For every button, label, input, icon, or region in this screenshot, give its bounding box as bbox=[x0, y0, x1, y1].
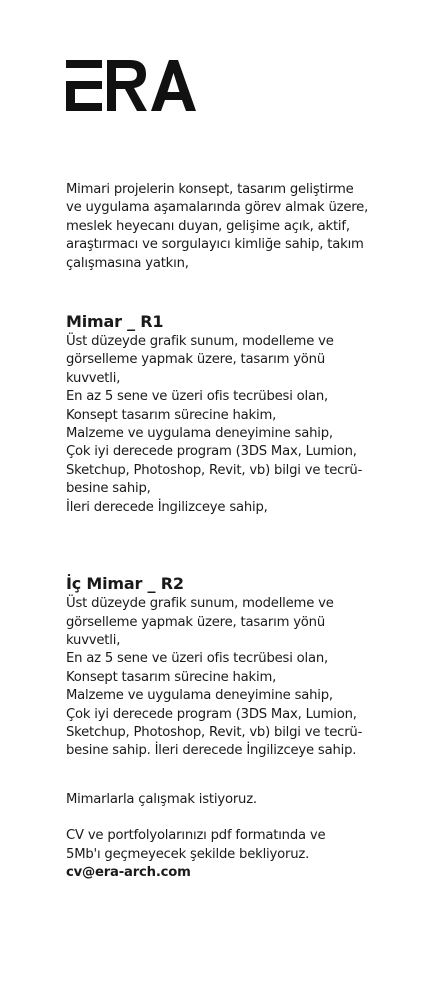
closing-line: Mimarlarla çalışmak istiyoruz. bbox=[66, 791, 257, 807]
requirement-line: besine sahip, bbox=[66, 481, 151, 497]
requirement-line: En az 5 sene ve üzeri ofis tecrübesi olan, bbox=[66, 651, 329, 667]
position-title: İç Mimar _ R2 bbox=[66, 574, 184, 594]
intro-line: meslek heyecanı duyan, gelişime açık, aktif, bbox=[66, 218, 350, 234]
era-logo-graphic bbox=[66, 60, 196, 111]
era-logo bbox=[66, 60, 196, 111]
intro-line: araştırmacı ve sorgulayıcı kimliğe sahip, takım bbox=[66, 237, 364, 253]
cv-instructions bbox=[66, 827, 406, 882]
requirement-line: Malzeme ve uygulama deneyimine sahip, bbox=[66, 688, 333, 704]
requirement-line: görselleme yapmak üzere, tasarım yönü bbox=[66, 352, 325, 368]
requirement-line: Konsept tasarım sürecine hakim, bbox=[66, 669, 277, 685]
cv-line: 5Mb'ı geçmeyecek şekilde bekliyoruz. bbox=[66, 846, 310, 862]
cv-line: CV ve portfolyolarınızı pdf formatında ve bbox=[66, 828, 326, 844]
requirement-line: İleri derecede İngilizceye sahip, bbox=[66, 499, 268, 515]
requirement-line: Malzeme ve uygulama deneyimine sahip, bbox=[66, 426, 333, 442]
requirement-line: kuvvetli, bbox=[66, 632, 121, 648]
position-requirements bbox=[66, 333, 406, 517]
requirement-line: Üst düzeyde grafik sunum, modelleme ve bbox=[66, 334, 334, 350]
intro-line: Mimari projelerin konsept, tasarım geliştirme bbox=[66, 182, 354, 197]
requirement-line: Çok iyi derecede program (3DS Max, Lumion, bbox=[66, 706, 357, 722]
requirement-line: Sketchup, Photoshop, Revit, vb) bilgi ve tecrü- bbox=[66, 724, 363, 740]
intro-line: çalışmasına yatkın, bbox=[66, 255, 189, 271]
requirement-line: kuvvetli, bbox=[66, 370, 121, 386]
requirement-line: Üst düzeyde grafik sunum, modelleme ve bbox=[66, 596, 334, 612]
requirement-line: Çok iyi derecede program (3DS Max, Lumion, bbox=[66, 444, 357, 460]
requirement-line: Konsept tasarım sürecine hakim, bbox=[66, 407, 277, 423]
closing-statement bbox=[66, 791, 406, 809]
requirement-line: Sketchup, Photoshop, Revit, vb) bilgi ve tecrü- bbox=[66, 462, 363, 478]
job-posting-content bbox=[66, 181, 406, 882]
requirement-line: besine sahip. İleri derecede İngilizceye sahip. bbox=[66, 743, 357, 759]
position-ic-mimar-r2 bbox=[66, 573, 406, 761]
intro-paragraph bbox=[66, 181, 406, 273]
intro-line: ve uygulama aşamalarında görev almak üzere, bbox=[66, 200, 369, 216]
contact-email-link[interactable]: cv@era-arch.com bbox=[66, 864, 191, 880]
position-mimar-r1 bbox=[66, 311, 406, 517]
position-title: Mimar _ R1 bbox=[66, 312, 164, 332]
requirement-line: görselleme yapmak üzere, tasarım yönü bbox=[66, 614, 325, 630]
requirement-line: En az 5 sene ve üzeri ofis tecrübesi olan, bbox=[66, 389, 329, 405]
position-requirements bbox=[66, 595, 406, 761]
